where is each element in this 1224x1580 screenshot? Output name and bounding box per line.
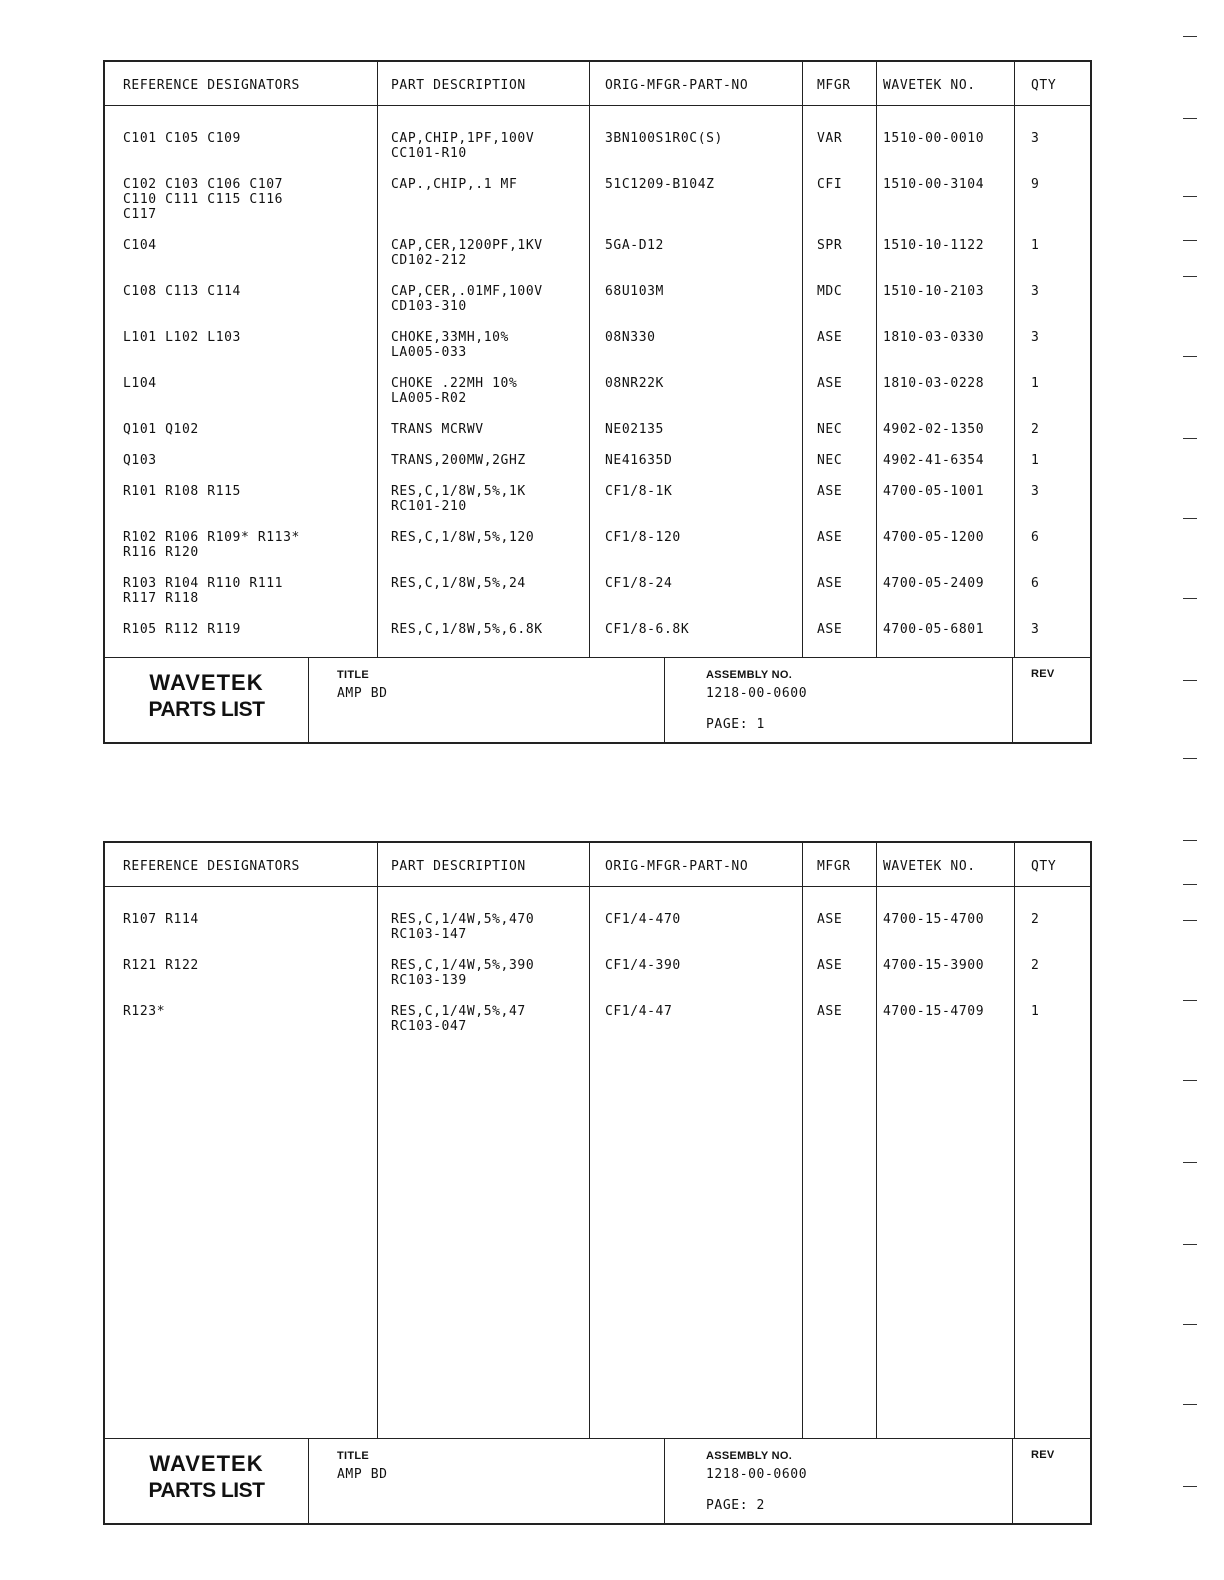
part-description-cell: RES,C,1/4W,5%,390 RC103-139 bbox=[391, 958, 535, 988]
rev-label: REV bbox=[1031, 668, 1055, 680]
qty-cell: 9 bbox=[1031, 177, 1040, 192]
qty-cell: 1 bbox=[1031, 1004, 1040, 1019]
margin-tick bbox=[1183, 356, 1197, 357]
qty-cell: 1 bbox=[1031, 453, 1040, 468]
page-number: PAGE: 1 bbox=[706, 717, 765, 732]
part-description-cell: RES,C,1/8W,5%,120 bbox=[391, 530, 535, 545]
mfgr-cell: ASE bbox=[817, 622, 843, 637]
title-block-rule bbox=[1012, 658, 1013, 742]
wavetek-no-cell: 1510-00-0010 bbox=[883, 131, 985, 146]
mfgr-cell: ASE bbox=[817, 330, 843, 345]
mfgr-cell: ASE bbox=[817, 958, 843, 973]
part-description-cell: TRANS MCRWV bbox=[391, 422, 484, 437]
orig-mfgr-part-no-cell: NE41635D bbox=[605, 453, 673, 468]
part-description-cell: CAP,CER,1200PF,1KV CD102-212 bbox=[391, 238, 543, 268]
qty-cell: 3 bbox=[1031, 330, 1040, 345]
col-qty-header: QTY bbox=[1031, 78, 1057, 93]
margin-tick bbox=[1183, 758, 1197, 759]
margin-tick bbox=[1183, 1080, 1197, 1081]
qty-cell: 6 bbox=[1031, 576, 1040, 591]
title-block-rule bbox=[664, 658, 665, 742]
col-reference-designators-header: REFERENCE DESIGNATORS bbox=[123, 859, 300, 874]
wavetek-no-cell: 4700-15-3900 bbox=[883, 958, 985, 973]
mfgr-cell: NEC bbox=[817, 453, 843, 468]
title-block-rule bbox=[308, 1439, 309, 1523]
column-rule bbox=[876, 62, 877, 658]
margin-tick bbox=[1183, 920, 1197, 921]
column-rule bbox=[589, 843, 590, 1439]
qty-cell: 2 bbox=[1031, 422, 1040, 437]
reference-designators-cell: R105 R112 R119 bbox=[123, 622, 241, 637]
reference-designators-cell: Q103 bbox=[123, 453, 157, 468]
mfgr-cell: ASE bbox=[817, 376, 843, 391]
qty-cell: 2 bbox=[1031, 958, 1040, 973]
orig-mfgr-part-no-cell: 3BN100S1R0C(S) bbox=[605, 131, 723, 146]
margin-tick bbox=[1183, 438, 1197, 439]
margin-tick bbox=[1183, 240, 1197, 241]
assembly-number: 1218-00-0600 bbox=[706, 686, 808, 701]
qty-cell: 1 bbox=[1031, 376, 1040, 391]
orig-mfgr-part-no-cell: 51C1209-B104Z bbox=[605, 177, 715, 192]
part-description-cell: CAP,CER,.01MF,100V CD103-310 bbox=[391, 284, 543, 314]
orig-mfgr-part-no-cell: CF1/4-470 bbox=[605, 912, 681, 927]
title-label: TITLE bbox=[337, 1450, 370, 1462]
column-rule bbox=[876, 843, 877, 1439]
title-block-rule bbox=[664, 1439, 665, 1523]
table-header bbox=[105, 843, 1090, 887]
qty-cell: 1 bbox=[1031, 238, 1040, 253]
reference-designators-cell: R103 R104 R110 R111 R117 R118 bbox=[123, 576, 284, 606]
wavetek-no-cell: 4700-05-2409 bbox=[883, 576, 985, 591]
orig-mfgr-part-no-cell: CF1/8-24 bbox=[605, 576, 673, 591]
col-part-description-header: PART DESCRIPTION bbox=[391, 78, 526, 93]
part-description-cell: CHOKE,33MH,10% LA005-033 bbox=[391, 330, 509, 360]
column-rule bbox=[377, 843, 378, 1439]
orig-mfgr-part-no-cell: 68U103M bbox=[605, 284, 664, 299]
title-block-rule bbox=[308, 658, 309, 742]
margin-tick bbox=[1183, 1324, 1197, 1325]
column-rule bbox=[802, 843, 803, 1439]
wavetek-no-cell: 1810-03-0330 bbox=[883, 330, 985, 345]
margin-tick bbox=[1183, 276, 1197, 277]
qty-cell: 3 bbox=[1031, 284, 1040, 299]
column-rule bbox=[802, 62, 803, 658]
wavetek-no-cell: 1810-03-0228 bbox=[883, 376, 985, 391]
orig-mfgr-part-no-cell: CF1/8-120 bbox=[605, 530, 681, 545]
part-description-cell: RES,C,1/8W,5%,24 bbox=[391, 576, 526, 591]
col-wavetek-no-header: WAVETEK NO. bbox=[883, 78, 976, 93]
document-type: PARTS LIST bbox=[148, 1479, 265, 1502]
reference-designators-cell: R102 R106 R109* R113* R116 R120 bbox=[123, 530, 300, 560]
table-header bbox=[105, 62, 1090, 106]
wavetek-no-cell: 4902-41-6354 bbox=[883, 453, 985, 468]
mfgr-cell: CFI bbox=[817, 177, 843, 192]
title-value: AMP BD bbox=[337, 686, 388, 701]
title-label: TITLE bbox=[337, 669, 370, 681]
mfgr-cell: ASE bbox=[817, 530, 843, 545]
wavetek-no-cell: 4700-15-4709 bbox=[883, 1004, 985, 1019]
part-description-cell: CHOKE .22MH 10% LA005-R02 bbox=[391, 376, 518, 406]
rev-label: REV bbox=[1031, 1449, 1055, 1461]
qty-cell: 6 bbox=[1031, 530, 1040, 545]
brand-name: WAVETEK bbox=[149, 670, 264, 695]
margin-tick bbox=[1183, 1486, 1197, 1487]
col-orig-mfgr-part-no-header: ORIG-MFGR-PART-NO bbox=[605, 859, 749, 874]
assembly-label: ASSEMBLY NO. bbox=[706, 669, 793, 681]
col-mfgr-header: MFGR bbox=[817, 859, 851, 874]
margin-tick bbox=[1183, 118, 1197, 119]
margin-tick bbox=[1183, 196, 1197, 197]
part-description-cell: RES,C,1/8W,5%,1K RC101-210 bbox=[391, 484, 526, 514]
mfgr-cell: ASE bbox=[817, 576, 843, 591]
title-block bbox=[105, 657, 1090, 742]
wavetek-logo bbox=[105, 658, 308, 742]
qty-cell: 3 bbox=[1031, 484, 1040, 499]
col-wavetek-no-header: WAVETEK NO. bbox=[883, 859, 976, 874]
margin-tick bbox=[1183, 36, 1197, 37]
wavetek-no-cell: 1510-10-1122 bbox=[883, 238, 985, 253]
mfgr-cell: ASE bbox=[817, 912, 843, 927]
part-description-cell: TRANS,200MW,2GHZ bbox=[391, 453, 526, 468]
reference-designators-cell: L104 bbox=[123, 376, 157, 391]
mfgr-cell: NEC bbox=[817, 422, 843, 437]
part-description-cell: CAP.,CHIP,.1 MF bbox=[391, 177, 518, 192]
column-rule bbox=[377, 62, 378, 658]
wavetek-no-cell: 4700-05-1200 bbox=[883, 530, 985, 545]
col-part-description-header: PART DESCRIPTION bbox=[391, 859, 526, 874]
assembly-label: ASSEMBLY NO. bbox=[706, 1450, 793, 1462]
mfgr-cell: MDC bbox=[817, 284, 843, 299]
margin-tick bbox=[1183, 518, 1197, 519]
reference-designators-cell: C102 C103 C106 C107 C110 C111 C115 C116 C117 bbox=[123, 177, 284, 222]
title-value: AMP BD bbox=[337, 1467, 388, 1482]
parts-list-page-1 bbox=[103, 60, 1092, 744]
brand-name: WAVETEK bbox=[149, 1451, 264, 1476]
margin-tick bbox=[1183, 680, 1197, 681]
orig-mfgr-part-no-cell: 5GA-D12 bbox=[605, 238, 664, 253]
orig-mfgr-part-no-cell: NE02135 bbox=[605, 422, 664, 437]
margin-tick bbox=[1183, 1244, 1197, 1245]
orig-mfgr-part-no-cell: CF1/4-390 bbox=[605, 958, 681, 973]
title-block bbox=[105, 1438, 1090, 1523]
reference-designators-cell: C108 C113 C114 bbox=[123, 284, 241, 299]
margin-tick bbox=[1183, 1404, 1197, 1405]
col-orig-mfgr-part-no-header: ORIG-MFGR-PART-NO bbox=[605, 78, 749, 93]
qty-cell: 2 bbox=[1031, 912, 1040, 927]
parts-list-page-2 bbox=[103, 841, 1092, 1525]
col-qty-header: QTY bbox=[1031, 859, 1057, 874]
mfgr-cell: ASE bbox=[817, 1004, 843, 1019]
orig-mfgr-part-no-cell: CF1/4-47 bbox=[605, 1004, 673, 1019]
title-block-rule bbox=[1012, 1439, 1013, 1523]
margin-tick bbox=[1183, 840, 1197, 841]
reference-designators-cell: C101 C105 C109 bbox=[123, 131, 241, 146]
reference-designators-cell: R123* bbox=[123, 1004, 166, 1019]
part-description-cell: RES,C,1/4W,5%,47 RC103-047 bbox=[391, 1004, 526, 1034]
wavetek-no-cell: 4700-05-6801 bbox=[883, 622, 985, 637]
reference-designators-cell: C104 bbox=[123, 238, 157, 253]
column-rule bbox=[1014, 843, 1015, 1439]
margin-tick bbox=[1183, 1000, 1197, 1001]
wavetek-no-cell: 4700-05-1001 bbox=[883, 484, 985, 499]
col-mfgr-header: MFGR bbox=[817, 78, 851, 93]
reference-designators-cell: R101 R108 R115 bbox=[123, 484, 241, 499]
wavetek-logo bbox=[105, 1439, 308, 1523]
wavetek-no-cell: 1510-10-2103 bbox=[883, 284, 985, 299]
reference-designators-cell: R121 R122 bbox=[123, 958, 199, 973]
document-type: PARTS LIST bbox=[148, 698, 265, 721]
reference-designators-cell: R107 R114 bbox=[123, 912, 199, 927]
orig-mfgr-part-no-cell: CF1/8-1K bbox=[605, 484, 673, 499]
col-reference-designators-header: REFERENCE DESIGNATORS bbox=[123, 78, 300, 93]
orig-mfgr-part-no-cell: CF1/8-6.8K bbox=[605, 622, 690, 637]
margin-tick bbox=[1183, 1162, 1197, 1163]
mfgr-cell: SPR bbox=[817, 238, 843, 253]
qty-cell: 3 bbox=[1031, 131, 1040, 146]
wavetek-no-cell: 4902-02-1350 bbox=[883, 422, 985, 437]
part-description-cell: RES,C,1/8W,5%,6.8K bbox=[391, 622, 543, 637]
column-rule bbox=[589, 62, 590, 658]
orig-mfgr-part-no-cell: 08N330 bbox=[605, 330, 656, 345]
reference-designators-cell: Q101 Q102 bbox=[123, 422, 199, 437]
orig-mfgr-part-no-cell: 08NR22K bbox=[605, 376, 664, 391]
column-rule bbox=[1014, 62, 1015, 658]
part-description-cell: RES,C,1/4W,5%,470 RC103-147 bbox=[391, 912, 535, 942]
wavetek-no-cell: 4700-15-4700 bbox=[883, 912, 985, 927]
wavetek-no-cell: 1510-00-3104 bbox=[883, 177, 985, 192]
assembly-number: 1218-00-0600 bbox=[706, 1467, 808, 1482]
part-description-cell: CAP,CHIP,1PF,100V CC101-R10 bbox=[391, 131, 535, 161]
margin-tick bbox=[1183, 884, 1197, 885]
page-number: PAGE: 2 bbox=[706, 1498, 765, 1513]
mfgr-cell: VAR bbox=[817, 131, 843, 146]
mfgr-cell: ASE bbox=[817, 484, 843, 499]
qty-cell: 3 bbox=[1031, 622, 1040, 637]
margin-tick bbox=[1183, 598, 1197, 599]
reference-designators-cell: L101 L102 L103 bbox=[123, 330, 241, 345]
